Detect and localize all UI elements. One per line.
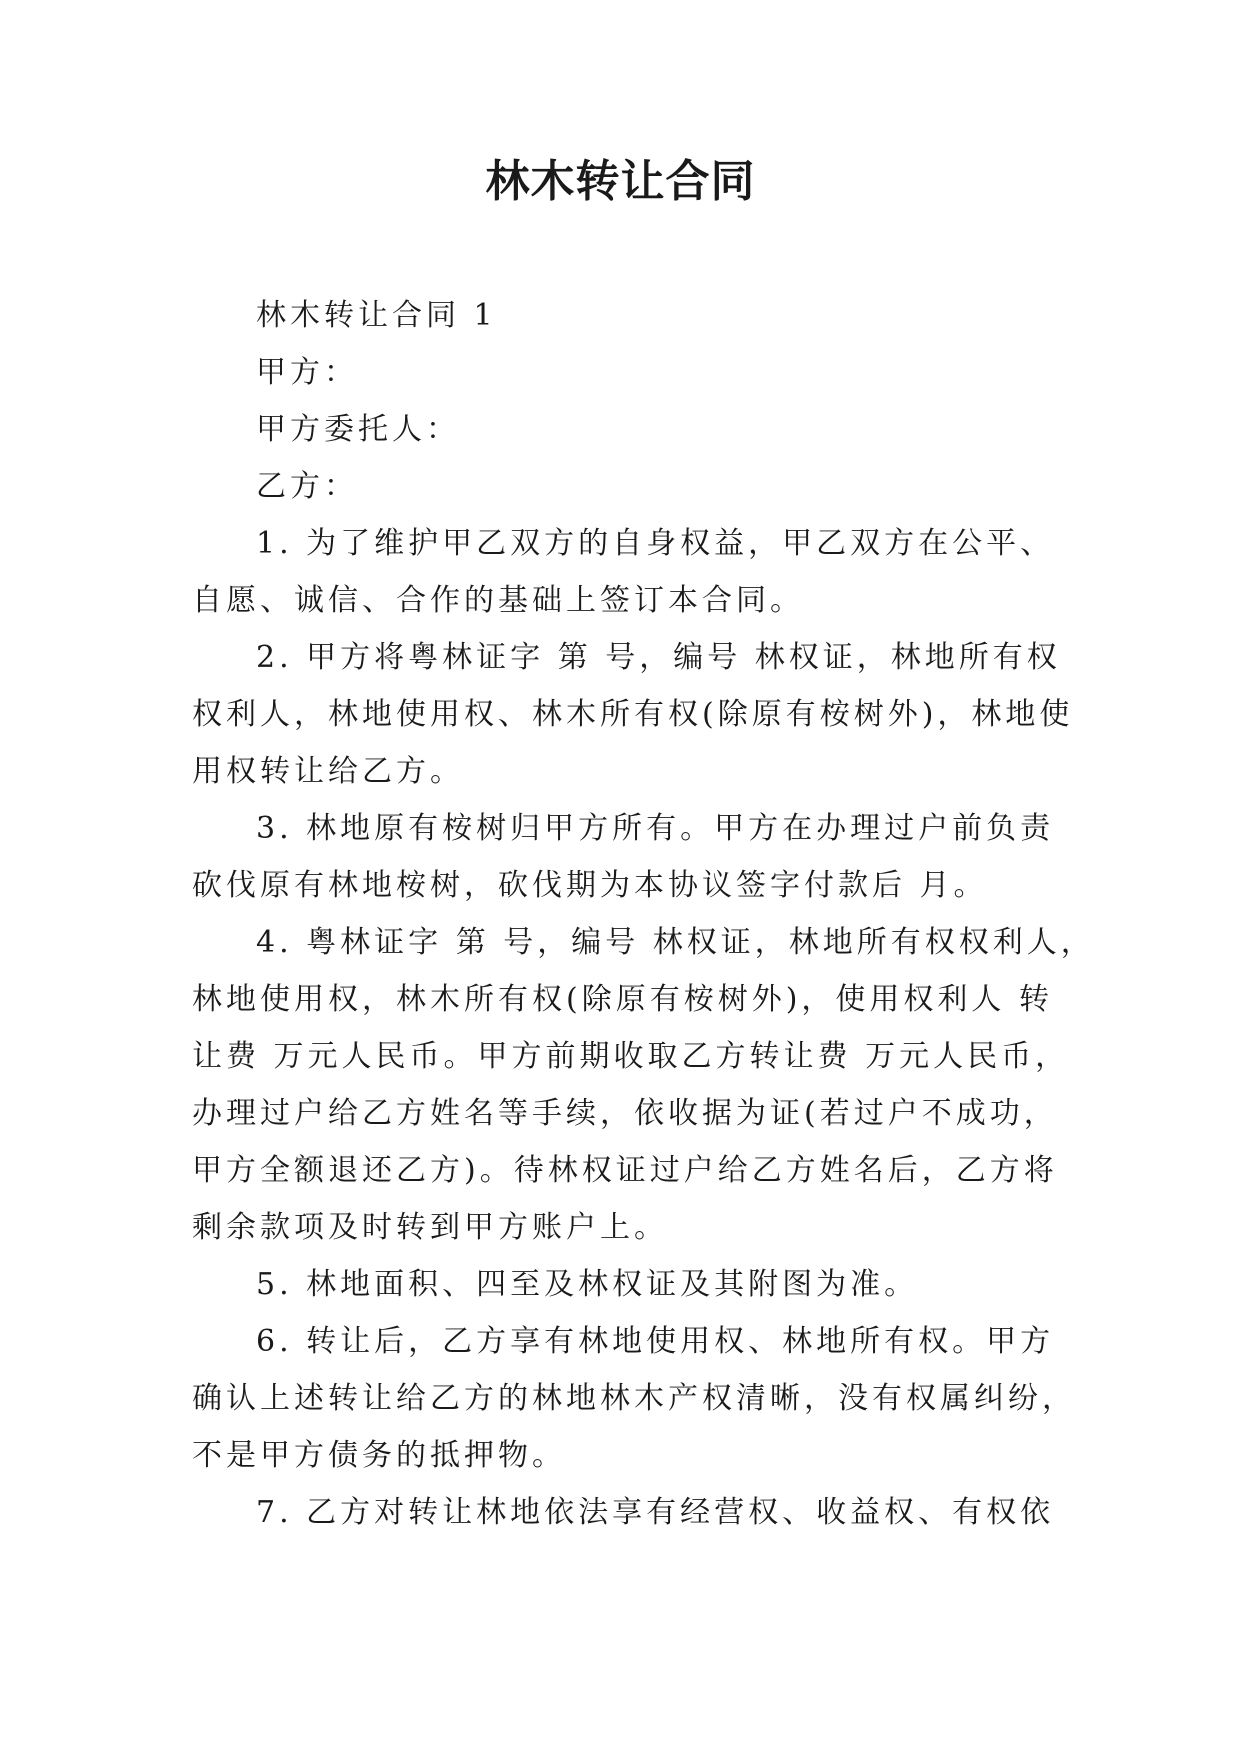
clause-4-line-1: 4. 粤林证字 第 号，编号 林权证，林地所有权权利人，	[256, 925, 1095, 960]
party-b-line: 乙方：	[256, 469, 358, 504]
clause-4-line-2: 林地使用权，林木所有权(除原有桉树外)，使用权利人 转	[192, 982, 1053, 1017]
party-a-agent-line: 甲方委托人：	[256, 412, 460, 447]
clause-6-line-3: 不是甲方债务的抵押物。	[192, 1438, 566, 1473]
clause-4-line-3: 让费 万元人民币。甲方前期收取乙方转让费 万元人民币，	[192, 1039, 1070, 1074]
clause-4-line-5: 甲方全额退还乙方)。待林权证过户给乙方姓名后，乙方将	[192, 1153, 1058, 1188]
clause-4-line-6: 剩余款项及时转到甲方账户上。	[192, 1210, 668, 1245]
clause-1-line-1: 1. 为了维护甲乙双方的自身权益，甲乙双方在公平、	[256, 526, 1055, 561]
document-body	[192, 287, 1095, 1541]
party-a-line: 甲方：	[256, 355, 358, 390]
document-heading-line: 林木转让合同 1	[256, 298, 497, 333]
clause-4-line-4: 办理过户给乙方姓名等手续，依收据为证(若过户不成功，	[192, 1096, 1058, 1131]
clause-7-line-1: 7. 乙方对转让林地依法享有经营权、收益权、有权依	[256, 1495, 1055, 1530]
clause-6-line-1: 6. 转让后，乙方享有林地使用权、林地所有权。甲方	[256, 1324, 1055, 1359]
clause-3-line-2: 砍伐原有林地桉树，砍伐期为本协议签字付款后 月。	[192, 868, 988, 903]
clause-2-line-2: 权利人，林地使用权、林木所有权(除原有桉树外)，林地使	[192, 697, 1074, 732]
clause-2-line-1: 2. 甲方将粤林证字 第 号，编号 林权证，林地所有权	[256, 640, 1061, 675]
clause-5-line-1: 5. 林地面积、四至及林权证及其附图为准。	[256, 1267, 919, 1302]
clause-2-line-3: 用权转让给乙方。	[192, 754, 464, 789]
clause-1-line-2: 自愿、诚信、合作的基础上签订本合同。	[192, 583, 804, 618]
clause-6-line-2: 确认上述转让给乙方的林地林木产权清晰，没有权属纠纷，	[192, 1381, 1076, 1416]
document-title: 林木转让合同	[485, 156, 756, 207]
clause-3-line-1: 3. 林地原有桉树归甲方所有。甲方在办理过户前负责	[256, 811, 1055, 846]
